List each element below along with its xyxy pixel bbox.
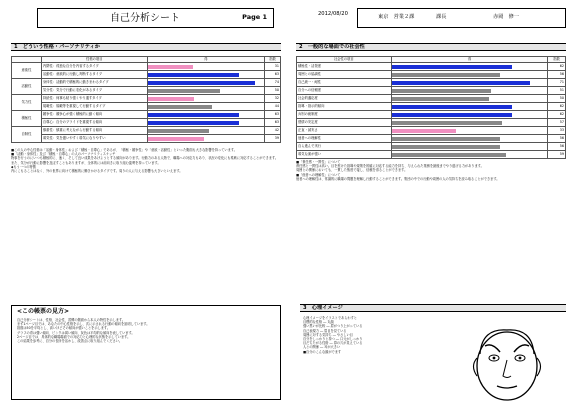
score-bar (392, 97, 489, 101)
bar-cell (391, 79, 547, 87)
sociability-table (296, 56, 566, 159)
bar-cell (391, 103, 547, 111)
section2-heading: 2 一般的な場面での社会性 (296, 43, 566, 51)
category-cell: 意欲性 (12, 63, 42, 79)
row-value: 57 (548, 119, 566, 127)
section3-heading: 3 心理イメージ (300, 304, 566, 312)
bar-cell (391, 95, 547, 103)
row-value: 62 (548, 63, 566, 71)
bar-cell (147, 127, 264, 135)
row-value: 50 (548, 95, 566, 103)
face-illustration (452, 320, 562, 404)
date: 2012/08/20 (318, 11, 348, 17)
bar-cell (391, 151, 547, 159)
score-bar (392, 105, 512, 109)
score-bar (392, 113, 512, 117)
category-cell: 自制性 (12, 127, 42, 143)
bar-cell (147, 111, 264, 119)
table-row (297, 87, 566, 95)
score-bar (148, 105, 212, 109)
row-value: 56 (548, 143, 566, 151)
paragraph: ■この人の中心性格は「活動・身体性」および「積極・自尊心」であるが、「積極・競争性」や「意欲・活動性」といった側面も大きな影響を持っています。 (11, 148, 237, 152)
how-to-read-title: <この帳票の見方> (17, 308, 70, 315)
personality-table (11, 56, 281, 143)
table-row (12, 79, 281, 87)
bar-cell (147, 119, 264, 127)
bar-cell (147, 103, 264, 111)
row-value: 59 (548, 151, 566, 159)
category-cell: 積極性 (12, 111, 42, 127)
table-row (297, 71, 566, 79)
paragraph: 人との関係 ― 耳が大きい (303, 345, 341, 350)
bar-cell (147, 71, 264, 79)
bar-cell (147, 135, 264, 143)
table-row (12, 119, 281, 127)
row-value: 32 (265, 95, 281, 103)
page-title: 自己分析シート (110, 13, 180, 24)
paragraph: 指数は50を平均とし、高いほどその傾向が強いことを示します。 (17, 326, 111, 331)
col-index-header: 指数 (265, 57, 281, 63)
score-bar (392, 153, 507, 157)
paragraph: 物事を行うのにいつも積極的に、速く、そして良い成果をあげようとする傾向があります。行動力のある人物で、職場への対応力もあり、状況の変化にも柔軟に対応することができます。 (11, 156, 279, 161)
paragraph: ■自分のこんな顔がでます (303, 349, 342, 354)
score-bar (392, 81, 530, 85)
paragraph: 内にこもることはなく、外の世界に向けて積極的に働きかけるタイプです。周りの人に与える影響も大きいといえます。 (11, 169, 183, 174)
score-bar (148, 121, 240, 125)
table-row (12, 95, 281, 103)
bar-cell (391, 63, 547, 71)
paragraph: ■「活動・身体性」及び「積極・自尊心」の人のパーソナリティスケッチ (11, 152, 116, 157)
score-bar (392, 137, 501, 141)
bar-cell (147, 63, 264, 71)
how-to-read-box (11, 305, 281, 400)
score-bar (148, 97, 195, 101)
row-label: 内閉性：孤独な自分を内省するタイプ (41, 63, 147, 71)
table-row (297, 111, 566, 119)
row-label: 正直・誠実さ (297, 127, 392, 135)
page-number: Page 1 (242, 13, 267, 21)
table-row (297, 127, 566, 135)
table-row (297, 119, 566, 127)
paragraph: 他者への理解性は、常識的に職場の問題を理解し行動することができます。集団の中での行動や周囲の人の気持ちを読み取ることができます。 (296, 176, 500, 181)
title-box (37, 8, 274, 28)
table-row (12, 71, 281, 79)
row-value: 39 (265, 135, 281, 143)
section1-heading: 1 どういう性格・パーソナリティか (11, 43, 281, 51)
category-cell: 気力性 (12, 95, 42, 111)
row-label: 指導・指示的傾向 (297, 103, 392, 111)
row-label: 弁別の統制度 (297, 111, 392, 119)
paragraph: 周囲との関係においても、一貫した態度で接し、信頼を得ることができます。 (296, 168, 408, 173)
paragraph: 心理イメージをイラストであらわすと (303, 316, 357, 320)
paragraph: 自己分析シートは、性格、社会性、習慣の側面から本人の特性を示します。 (17, 317, 126, 322)
table-row (297, 95, 566, 103)
row-label: 他者への理解性 (297, 135, 392, 143)
right-pupil (519, 357, 522, 360)
paragraph: 強い思いが比較 ― 眉がつり上がっている (303, 324, 363, 329)
row-label: 身体性：活動的で積極的に動きまわるタイプ (41, 79, 147, 87)
row-value: 50 (265, 87, 281, 95)
paragraph: 自分をしっかりと持つ ― 口元がしっかり (303, 337, 363, 342)
score-bar (392, 145, 501, 149)
bar-cell (147, 95, 264, 103)
col-index-header-2: 指数 (548, 57, 566, 63)
bar-cell (391, 87, 547, 95)
row-value: 31 (265, 63, 281, 71)
row-label: 持続性：何事も粘り強くやり通すタイプ (41, 95, 147, 103)
table-row (12, 127, 281, 135)
score-bar (148, 137, 205, 141)
table-row (12, 111, 281, 119)
row-value: 63 (265, 71, 281, 79)
paragraph: 2ページ目では、具体的な職場場面での対応力と心理的な状態を示しています。 (17, 334, 131, 339)
row-value: 63 (265, 111, 281, 119)
score-bar (148, 81, 256, 85)
bar-cell (391, 135, 547, 143)
person-name: 赤岡 修一 (493, 14, 519, 20)
row-label: 弱気な面が強い (297, 151, 392, 159)
row-label: 社会的適応度 (297, 95, 392, 103)
table-row (297, 135, 566, 143)
paragraph: 目標的な性格 ― 丸顔 (303, 320, 334, 325)
row-value: 42 (265, 127, 281, 135)
score-bar (148, 73, 240, 77)
row-value: 71 (548, 79, 566, 87)
row-value: 56 (548, 71, 566, 79)
row-value: 62 (548, 111, 566, 119)
sociability-description (296, 160, 566, 181)
score-bar (392, 121, 503, 125)
row-label: 自己統一・耐性 (297, 79, 392, 87)
category-cell: 活動性 (12, 79, 42, 95)
row-label: 自分への信頼度 (297, 87, 392, 95)
paragraph: ■「他者への理解性」について (296, 172, 341, 177)
paragraph: グラフの青は強い傾向、ピンクは弱い傾向、灰色は平均的な傾向を表しています。 (17, 330, 135, 335)
row-label: 感情の安定度 (297, 119, 392, 127)
row-value: 33 (548, 127, 566, 135)
row-label: 周囲との協調性 (297, 71, 392, 79)
row-label: 気分性：気分で行動に変化があるタイプ (41, 87, 147, 95)
row-value: 51 (548, 87, 566, 95)
paragraph: また、気分が行動に影響を及ぼすこともありますが、全体的には前向きに取り組む姿勢を持っています。 (11, 160, 161, 165)
paragraph: 周囲に対する気持ち ― やさしい目 (303, 332, 353, 337)
bar-cell (147, 87, 264, 95)
table-row (12, 103, 281, 111)
row-label: 規範性：規範等を重視して行動するタイプ (41, 103, 147, 111)
left-pupil (493, 357, 496, 360)
header-info-box (357, 8, 566, 28)
score-bar (392, 65, 512, 69)
paragraph: この結果を参考に、自分の長所を活かし、改善点に取り組んでください。 (17, 338, 123, 343)
row-value: 44 (265, 103, 281, 111)
row-label: 弱気性：気を遣いやすく弱気になりやすい (41, 135, 147, 143)
table-row (12, 87, 281, 95)
table-row (297, 143, 566, 151)
score-bar (392, 73, 501, 77)
row-label: 自ら進んで実行 (297, 143, 392, 151)
paragraph: 自己表現力 ― 眉目を見ている (303, 328, 347, 333)
col-scale-header-2: 得 (391, 57, 547, 63)
row-label: 競争性：競争心が強く積極的に動く傾向 (41, 111, 147, 119)
table-row (297, 103, 566, 111)
score-bar (392, 89, 491, 93)
score-bar (392, 129, 456, 133)
paragraph: ◆もう一つの特徴 (11, 164, 36, 169)
score-bar (148, 129, 209, 133)
bar-cell (391, 111, 547, 119)
row-label: 慎重性：慎重に考えながら行動する傾向 (41, 127, 147, 135)
position: 課長 (436, 14, 447, 20)
paragraph: ■「責任感・一貫性」について (296, 160, 341, 164)
face-outline (477, 332, 537, 400)
company: 東京 営業２課 (378, 14, 415, 20)
bar-cell (391, 71, 547, 79)
bar-cell (391, 127, 547, 135)
bar-cell (391, 119, 547, 127)
score-bar (148, 89, 221, 93)
row-label: 積極性・活発度 (297, 63, 392, 71)
score-bar (148, 113, 240, 117)
row-label: 活動性：意欲的に行動し判断するタイプ (41, 71, 147, 79)
row-value: 56 (548, 135, 566, 143)
psych-image-text (303, 316, 453, 354)
table-row (297, 79, 566, 87)
score-bar (148, 65, 193, 69)
personality-description (11, 148, 281, 173)
table-row (12, 135, 281, 143)
row-label: 自尊心：自分のプライドを重視する傾向 (41, 119, 147, 127)
table-row (12, 63, 281, 71)
row-value: 62 (548, 103, 566, 111)
table-row (297, 63, 566, 71)
table-row (297, 151, 566, 159)
bar-cell (147, 79, 264, 87)
row-value: 63 (265, 119, 281, 127)
row-value: 74 (265, 79, 281, 87)
col-scale-header: 得 (147, 57, 264, 63)
bar-cell (391, 143, 547, 151)
col-item-header-2: 社会性の項目 (297, 57, 392, 63)
col-item-header: 性格の項目 (41, 57, 147, 63)
paragraph: 目だちたがる性格 ― 鼻の穴が見えている (303, 341, 363, 346)
paragraph: まず1ページ目では、あなたの中心性格を示し、次に示される行動の傾向を説明しています。 (17, 322, 150, 327)
paragraph: 責任感と一貫性は高い。目を惹けた指導や規則を的確に対応する能力を持ち、与えられた業務を最後までやり遂げる力があります。 (296, 164, 484, 169)
